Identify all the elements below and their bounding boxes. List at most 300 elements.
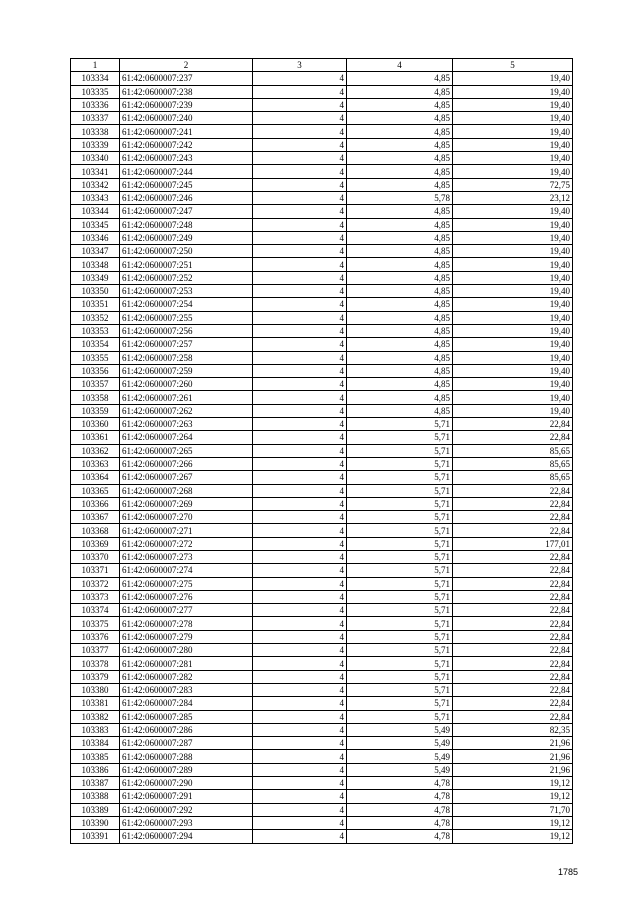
cell-record-number: 103364 [71,471,120,484]
cell-column-4: 5,71 [347,670,453,683]
cell-column-5: 19,40 [453,285,573,298]
cell-column-3: 4 [253,245,347,258]
cell-column-3: 4 [253,777,347,790]
cell-record-number: 103349 [71,271,120,284]
cell-column-4: 5,71 [347,471,453,484]
cell-column-4: 4,85 [347,178,453,191]
cell-column-5: 19,40 [453,112,573,125]
cell-column-3: 4 [253,152,347,165]
table-row [71,125,573,138]
table-row [71,338,573,351]
table-row [71,604,573,617]
cell-record-number: 103343 [71,191,120,204]
cell-column-3: 4 [253,803,347,816]
table-row [71,750,573,763]
cell-record-number: 103358 [71,391,120,404]
table-row [71,112,573,125]
cell-column-5: 22,84 [453,577,573,590]
cell-record-number: 103378 [71,657,120,670]
cell-cadastral-number: 61:42:0600007:281 [120,657,253,670]
cell-record-number: 103347 [71,245,120,258]
cell-record-number: 103344 [71,205,120,218]
cell-column-4: 5,71 [347,444,453,457]
cell-column-5: 177,01 [453,537,573,550]
table-row [71,471,573,484]
cell-column-4: 4,78 [347,830,453,843]
cell-cadastral-number: 61:42:0600007:275 [120,577,253,590]
cell-cadastral-number: 61:42:0600007:255 [120,311,253,324]
table-row [71,590,573,603]
cell-column-5: 22,84 [453,511,573,524]
table-row [71,550,573,563]
table-row [71,830,573,843]
cell-record-number: 103367 [71,511,120,524]
cell-column-3: 4 [253,178,347,191]
cell-cadastral-number: 61:42:0600007:282 [120,670,253,683]
cell-column-4: 4,85 [347,98,453,111]
cell-column-4: 4,85 [347,245,453,258]
cell-column-3: 4 [253,444,347,457]
cell-column-5: 85,65 [453,471,573,484]
cell-record-number: 103345 [71,218,120,231]
cell-column-4: 5,49 [347,750,453,763]
cell-column-5: 19,40 [453,125,573,138]
cell-column-3: 4 [253,697,347,710]
table-row [71,497,573,510]
cell-cadastral-number: 61:42:0600007:239 [120,98,253,111]
table-row [71,657,573,670]
cell-cadastral-number: 61:42:0600007:256 [120,324,253,337]
cell-cadastral-number: 61:42:0600007:274 [120,564,253,577]
cell-column-4: 4,85 [347,152,453,165]
table-row [71,404,573,417]
table-row [71,484,573,497]
cell-column-5: 19,40 [453,205,573,218]
cell-column-5: 19,40 [453,378,573,391]
cell-column-4: 5,71 [347,524,453,537]
cell-column-3: 4 [253,484,347,497]
cell-column-5: 19,40 [453,98,573,111]
cell-column-4: 4,85 [347,138,453,151]
cell-cadastral-number: 61:42:0600007:260 [120,378,253,391]
cell-cadastral-number: 61:42:0600007:289 [120,763,253,776]
cell-column-5: 19,40 [453,311,573,324]
table-row [71,803,573,816]
cell-record-number: 103346 [71,231,120,244]
table-row [71,245,573,258]
cell-record-number: 103371 [71,564,120,577]
cell-column-4: 5,71 [347,697,453,710]
cell-column-5: 19,40 [453,391,573,404]
cell-column-3: 4 [253,324,347,337]
cell-record-number: 103365 [71,484,120,497]
cell-column-3: 4 [253,604,347,617]
cell-column-5: 22,84 [453,710,573,723]
column-header: 2 [120,59,253,72]
cell-cadastral-number: 61:42:0600007:278 [120,617,253,630]
cell-column-3: 4 [253,564,347,577]
cell-column-3: 4 [253,431,347,444]
cell-cadastral-number: 61:42:0600007:292 [120,803,253,816]
cell-column-4: 4,78 [347,816,453,829]
table-row [71,152,573,165]
cell-record-number: 103370 [71,550,120,563]
cell-column-4: 4,85 [347,205,453,218]
cell-column-3: 4 [253,205,347,218]
cell-column-5: 19,40 [453,258,573,271]
cell-column-4: 4,85 [347,231,453,244]
cell-column-4: 4,85 [347,125,453,138]
cell-column-5: 22,84 [453,550,573,563]
cell-column-5: 19,40 [453,245,573,258]
cell-cadastral-number: 61:42:0600007:240 [120,112,253,125]
cell-record-number: 103351 [71,298,120,311]
table-body [71,72,573,843]
cell-column-3: 4 [253,112,347,125]
cell-column-3: 4 [253,471,347,484]
cell-column-3: 4 [253,364,347,377]
table-row [71,444,573,457]
cell-record-number: 103340 [71,152,120,165]
cell-column-5: 19,40 [453,364,573,377]
cell-record-number: 103390 [71,816,120,829]
cell-column-4: 4,85 [347,311,453,324]
cell-record-number: 103339 [71,138,120,151]
cell-column-4: 4,85 [347,378,453,391]
cell-column-5: 19,40 [453,218,573,231]
header-row [71,59,573,72]
cell-cadastral-number: 61:42:0600007:258 [120,351,253,364]
cell-column-5: 19,12 [453,816,573,829]
cell-cadastral-number: 61:42:0600007:279 [120,630,253,643]
cell-cadastral-number: 61:42:0600007:251 [120,258,253,271]
table-row [71,378,573,391]
cell-cadastral-number: 61:42:0600007:286 [120,723,253,736]
cell-column-3: 4 [253,391,347,404]
cell-column-5: 19,40 [453,231,573,244]
cell-column-4: 4,85 [347,258,453,271]
table-row [71,457,573,470]
cell-record-number: 103369 [71,537,120,550]
cell-cadastral-number: 61:42:0600007:247 [120,205,253,218]
table-row [71,790,573,803]
cell-column-5: 22,84 [453,670,573,683]
cell-column-5: 19,40 [453,338,573,351]
cell-column-5: 19,40 [453,138,573,151]
table-row [71,431,573,444]
cell-column-3: 4 [253,644,347,657]
cell-column-4: 5,71 [347,457,453,470]
table-row [71,311,573,324]
cell-column-3: 4 [253,670,347,683]
cell-column-4: 4,85 [347,218,453,231]
cell-cadastral-number: 61:42:0600007:265 [120,444,253,457]
cell-cadastral-number: 61:42:0600007:263 [120,418,253,431]
cell-cadastral-number: 61:42:0600007:238 [120,85,253,98]
cell-cadastral-number: 61:42:0600007:242 [120,138,253,151]
table-row [71,617,573,630]
cell-column-4: 5,71 [347,537,453,550]
cell-record-number: 103354 [71,338,120,351]
cell-cadastral-number: 61:42:0600007:271 [120,524,253,537]
cell-column-5: 19,12 [453,777,573,790]
cell-cadastral-number: 61:42:0600007:276 [120,590,253,603]
cell-column-3: 4 [253,311,347,324]
cell-cadastral-number: 61:42:0600007:248 [120,218,253,231]
table-row [71,285,573,298]
cell-cadastral-number: 61:42:0600007:262 [120,404,253,417]
cell-cadastral-number: 61:42:0600007:250 [120,245,253,258]
table-row [71,683,573,696]
cell-column-3: 4 [253,537,347,550]
cell-column-5: 22,84 [453,697,573,710]
cell-column-3: 4 [253,497,347,510]
cell-column-3: 4 [253,231,347,244]
cell-column-3: 4 [253,285,347,298]
cell-column-3: 4 [253,72,347,85]
cell-column-4: 4,85 [347,271,453,284]
column-header: 5 [453,59,573,72]
cell-column-3: 4 [253,723,347,736]
table-row [71,191,573,204]
cell-column-3: 4 [253,657,347,670]
cell-column-3: 4 [253,298,347,311]
cell-column-3: 4 [253,125,347,138]
table-row [71,298,573,311]
cell-column-4: 5,49 [347,763,453,776]
cell-column-3: 4 [253,763,347,776]
cell-column-4: 5,71 [347,604,453,617]
cell-column-5: 19,40 [453,165,573,178]
cell-record-number: 103388 [71,790,120,803]
cell-column-5: 19,40 [453,152,573,165]
cell-column-4: 4,78 [347,777,453,790]
cell-column-5: 22,84 [453,630,573,643]
cell-column-4: 4,85 [347,112,453,125]
cell-column-5: 19,40 [453,404,573,417]
cell-column-3: 4 [253,191,347,204]
cell-cadastral-number: 61:42:0600007:241 [120,125,253,138]
table-row [71,231,573,244]
cell-column-4: 5,71 [347,497,453,510]
table-row [71,524,573,537]
cell-cadastral-number: 61:42:0600007:249 [120,231,253,244]
cell-column-4: 4,85 [347,285,453,298]
cell-cadastral-number: 61:42:0600007:285 [120,710,253,723]
cell-column-3: 4 [253,85,347,98]
cell-cadastral-number: 61:42:0600007:252 [120,271,253,284]
cell-column-4: 4,85 [347,391,453,404]
cell-column-5: 19,12 [453,790,573,803]
cell-cadastral-number: 61:42:0600007:291 [120,790,253,803]
cell-column-4: 4,78 [347,803,453,816]
cell-cadastral-number: 61:42:0600007:283 [120,683,253,696]
cell-column-3: 4 [253,98,347,111]
table-row [71,710,573,723]
cell-column-5: 19,12 [453,830,573,843]
cell-column-4: 5,71 [347,511,453,524]
cell-column-5: 22,84 [453,644,573,657]
cell-column-5: 19,40 [453,351,573,364]
data-table [70,58,573,844]
cell-column-4: 5,71 [347,577,453,590]
table-row [71,630,573,643]
cell-column-4: 5,71 [347,657,453,670]
cell-column-3: 4 [253,511,347,524]
column-header: 1 [71,59,120,72]
table-row [71,165,573,178]
cell-column-5: 21,96 [453,750,573,763]
cell-record-number: 103353 [71,324,120,337]
cell-cadastral-number: 61:42:0600007:245 [120,178,253,191]
table-row [71,537,573,550]
cell-cadastral-number: 61:42:0600007:267 [120,471,253,484]
cell-column-5: 22,84 [453,657,573,670]
cell-column-4: 4,85 [347,351,453,364]
cell-column-5: 22,84 [453,497,573,510]
cell-column-5: 21,96 [453,763,573,776]
cell-record-number: 103334 [71,72,120,85]
table-row [71,258,573,271]
cell-cadastral-number: 61:42:0600007:266 [120,457,253,470]
cell-column-5: 22,84 [453,418,573,431]
cell-column-4: 4,85 [347,364,453,377]
cell-record-number: 103373 [71,590,120,603]
cell-column-3: 4 [253,710,347,723]
cell-cadastral-number: 61:42:0600007:287 [120,737,253,750]
cell-column-5: 22,84 [453,524,573,537]
table-row [71,644,573,657]
cell-column-3: 4 [253,683,347,696]
cell-record-number: 103335 [71,85,120,98]
cell-column-5: 22,84 [453,604,573,617]
cell-record-number: 103338 [71,125,120,138]
cell-column-4: 5,71 [347,431,453,444]
cell-column-5: 85,65 [453,457,573,470]
page-number: 1785 [558,867,579,877]
cell-column-3: 4 [253,577,347,590]
cell-record-number: 103356 [71,364,120,377]
cell-record-number: 103380 [71,683,120,696]
cell-column-4: 5,49 [347,723,453,736]
cell-column-5: 71,70 [453,803,573,816]
table-row [71,418,573,431]
table-row [71,763,573,776]
cell-record-number: 103361 [71,431,120,444]
cell-column-3: 4 [253,750,347,763]
cell-cadastral-number: 61:42:0600007:269 [120,497,253,510]
cell-record-number: 103374 [71,604,120,617]
cell-column-5: 22,84 [453,431,573,444]
cell-column-3: 4 [253,830,347,843]
table-row [71,324,573,337]
cell-record-number: 103359 [71,404,120,417]
cell-cadastral-number: 61:42:0600007:243 [120,152,253,165]
table-row [71,351,573,364]
cell-column-4: 4,85 [347,165,453,178]
cell-record-number: 103357 [71,378,120,391]
cell-column-4: 5,71 [347,418,453,431]
cell-cadastral-number: 61:42:0600007:288 [120,750,253,763]
cell-record-number: 103362 [71,444,120,457]
cell-column-3: 4 [253,218,347,231]
cell-cadastral-number: 61:42:0600007:270 [120,511,253,524]
table-row [71,364,573,377]
cell-cadastral-number: 61:42:0600007:268 [120,484,253,497]
cell-cadastral-number: 61:42:0600007:272 [120,537,253,550]
cell-record-number: 103376 [71,630,120,643]
table-row [71,670,573,683]
cell-column-4: 5,71 [347,644,453,657]
cell-record-number: 103337 [71,112,120,125]
table-row [71,98,573,111]
cell-column-3: 4 [253,165,347,178]
cell-record-number: 103366 [71,497,120,510]
cell-cadastral-number: 61:42:0600007:277 [120,604,253,617]
cell-record-number: 103350 [71,285,120,298]
table-row [71,391,573,404]
cell-column-4: 4,85 [347,298,453,311]
cell-cadastral-number: 61:42:0600007:280 [120,644,253,657]
cell-record-number: 103391 [71,830,120,843]
cell-cadastral-number: 61:42:0600007:257 [120,338,253,351]
cell-column-4: 4,85 [347,85,453,98]
cell-cadastral-number: 61:42:0600007:294 [120,830,253,843]
cell-column-3: 4 [253,617,347,630]
table-row [71,511,573,524]
cell-record-number: 103385 [71,750,120,763]
cell-record-number: 103352 [71,311,120,324]
cell-record-number: 103381 [71,697,120,710]
cell-column-3: 4 [253,816,347,829]
table-row [71,723,573,736]
cell-cadastral-number: 61:42:0600007:254 [120,298,253,311]
cell-record-number: 103355 [71,351,120,364]
cell-column-4: 4,85 [347,404,453,417]
cell-column-5: 85,65 [453,444,573,457]
cell-cadastral-number: 61:42:0600007:246 [120,191,253,204]
cell-cadastral-number: 61:42:0600007:244 [120,165,253,178]
cell-record-number: 103368 [71,524,120,537]
cell-column-3: 4 [253,418,347,431]
cell-column-3: 4 [253,138,347,151]
cell-column-3: 4 [253,790,347,803]
cell-record-number: 103375 [71,617,120,630]
cell-column-5: 19,40 [453,271,573,284]
cell-record-number: 103341 [71,165,120,178]
cell-cadastral-number: 61:42:0600007:261 [120,391,253,404]
cell-column-5: 22,84 [453,590,573,603]
cell-record-number: 103382 [71,710,120,723]
table-row [71,138,573,151]
table-row [71,85,573,98]
cell-record-number: 103363 [71,457,120,470]
cell-column-5: 22,84 [453,484,573,497]
table-row [71,178,573,191]
cell-column-5: 22,84 [453,564,573,577]
cell-column-5: 19,40 [453,324,573,337]
cell-column-3: 4 [253,378,347,391]
cell-column-3: 4 [253,404,347,417]
cell-column-5: 19,40 [453,298,573,311]
cell-column-4: 5,71 [347,683,453,696]
cell-column-3: 4 [253,258,347,271]
cell-column-5: 21,96 [453,737,573,750]
column-header: 4 [347,59,453,72]
cell-record-number: 103342 [71,178,120,191]
cell-column-4: 5,71 [347,710,453,723]
cell-record-number: 103389 [71,803,120,816]
